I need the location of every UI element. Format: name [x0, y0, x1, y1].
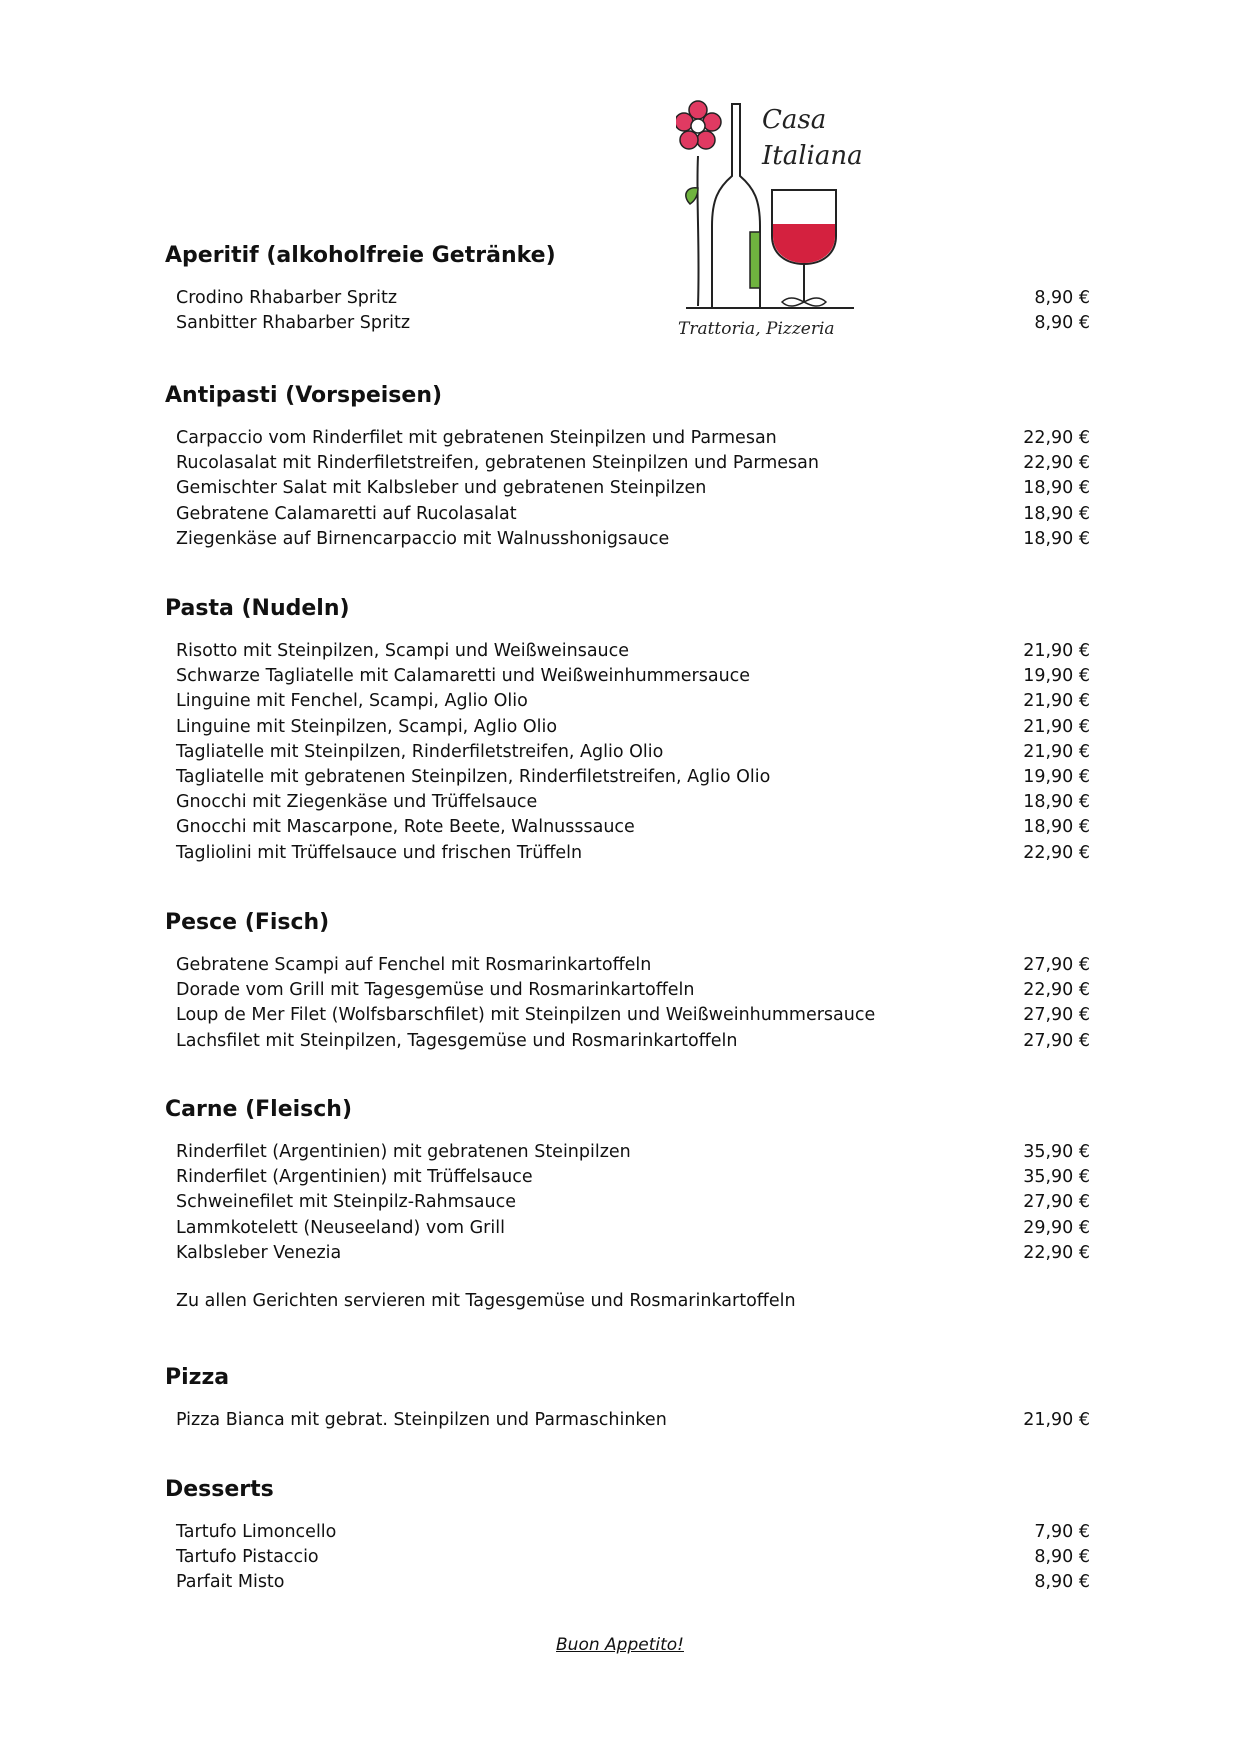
- item-price: 27,90 €: [1023, 1030, 1090, 1051]
- menu-item: [176, 1029, 1090, 1054]
- item-price: 22,90 €: [1023, 980, 1090, 1001]
- item-name: Carpaccio vom Rinderfilet mit gebratenen Steinpilzen und Parmesan: [176, 428, 777, 448]
- item-name: Tagliatelle mit gebratenen Steinpilzen, Rinderfiletstreifen, Aglio Olio: [176, 766, 771, 787]
- item-price: 21,90 €: [1023, 1410, 1090, 1430]
- menu-item: [176, 715, 1090, 740]
- item-name: Gebratene Scampi auf Fenchel mit Rosmarinkartoffeln: [176, 955, 652, 975]
- item-price: 21,90 €: [1023, 741, 1090, 762]
- menu-item: [176, 978, 1090, 1003]
- item-price: 22,90 €: [1023, 428, 1090, 448]
- section-title: Carne (Fleisch): [165, 1097, 353, 1122]
- flower-icon: [676, 101, 721, 149]
- item-price: 21,90 €: [1023, 641, 1090, 661]
- item-name: Rucolasalat mit Rinderfiletstreifen, gebratenen Steinpilzen und Parmesan: [176, 453, 819, 474]
- item-list: [176, 1408, 1090, 1433]
- section-title: Desserts: [165, 1477, 274, 1502]
- menu-item: [176, 841, 1090, 866]
- section-note: Zu allen Gerichten servieren mit Tagesgemüse und Rosmarinkartoffeln: [176, 1291, 796, 1311]
- item-name: Gnocchi mit Ziegenkäse und Trüffelsauce: [176, 792, 538, 813]
- logo-tagline: Trattoria, Pizzeria: [678, 319, 835, 339]
- item-name: Parfait Misto: [176, 1572, 285, 1593]
- item-price: 21,90 €: [1023, 716, 1090, 737]
- menu-item: [176, 1545, 1090, 1570]
- item-price: 8,90 €: [1034, 1547, 1090, 1568]
- item-price: 18,90 €: [1023, 528, 1090, 549]
- item-name: Loup de Mer Filet (Wolfsbarschfilet) mit Steinpilzen und Weißweinhummersauce: [176, 1005, 876, 1026]
- section-title: Pesce (Fisch): [165, 910, 330, 935]
- item-name: Gebratene Calamaretti auf Rucolasalat: [176, 503, 517, 524]
- footer-greeting: Buon Appetito!: [556, 1635, 684, 1655]
- menu-item: [176, 953, 1090, 978]
- item-price: 18,90 €: [1023, 817, 1090, 838]
- menu-item: [176, 1570, 1090, 1595]
- item-name: Tartufo Pistaccio: [176, 1547, 319, 1568]
- item-price: 19,90 €: [1023, 666, 1090, 687]
- item-name: Gnocchi mit Mascarpone, Rote Beete, Walnusssauce: [176, 817, 635, 838]
- item-name: Rinderfilet (Argentinien) mit Trüffelsauce: [176, 1167, 533, 1188]
- section-title: Aperitif (alkoholfreie Getränke): [165, 243, 556, 268]
- menu-item: [176, 311, 1090, 336]
- item-price: 8,90 €: [1034, 1572, 1090, 1593]
- item-price: 18,90 €: [1023, 478, 1090, 499]
- item-price: 8,90 €: [1034, 313, 1090, 334]
- item-list: [176, 426, 1090, 552]
- menu-section-desserts: [165, 1475, 1090, 1593]
- item-price: 27,90 €: [1023, 1005, 1090, 1026]
- menu-item: [176, 664, 1090, 689]
- menu-item: [176, 426, 1090, 451]
- item-name: Kalbsleber Venezia: [176, 1242, 342, 1263]
- item-price: 35,90 €: [1023, 1167, 1090, 1188]
- menu-item: [176, 502, 1090, 527]
- item-name: Rinderfilet (Argentinien) mit gebratenen Steinpilzen: [176, 1142, 631, 1162]
- menu-item: [176, 765, 1090, 790]
- item-price: 22,90 €: [1023, 1242, 1090, 1263]
- menu-item: [176, 1241, 1090, 1266]
- menu-item: [176, 1165, 1090, 1190]
- item-price: 27,90 €: [1023, 955, 1090, 975]
- item-price: 22,90 €: [1023, 842, 1090, 863]
- section-title: Antipasti (Vorspeisen): [165, 383, 443, 408]
- item-list: [176, 1520, 1090, 1596]
- item-name: Gemischter Salat mit Kalbsleber und gebratenen Steinpilzen: [176, 478, 707, 499]
- item-name: Tagliatelle mit Steinpilzen, Rinderfiletstreifen, Aglio Olio: [176, 741, 664, 762]
- item-price: 35,90 €: [1023, 1142, 1090, 1162]
- menu-item: [176, 1140, 1090, 1165]
- menu-item: [176, 1216, 1090, 1241]
- item-name: Dorade vom Grill mit Tagesgemüse und Rosmarinkartoffeln: [176, 980, 695, 1001]
- logo-name-line1: Casa: [762, 105, 827, 135]
- section-title: Pizza: [165, 1365, 230, 1390]
- item-name: Risotto mit Steinpilzen, Scampi und Weißweinsauce: [176, 641, 630, 661]
- item-price: 8,90 €: [1034, 288, 1090, 308]
- menu-section-carne: [165, 1095, 1090, 1311]
- item-name: Tagliolini mit Trüffelsauce und frischen Trüffeln: [176, 842, 583, 863]
- item-name: Crodino Rhabarber Spritz: [176, 288, 398, 308]
- item-name: Linguine mit Fenchel, Scampi, Aglio Olio: [176, 691, 528, 712]
- item-price: 21,90 €: [1023, 691, 1090, 712]
- item-name: Sanbitter Rhabarber Spritz: [176, 313, 411, 334]
- item-name: Schwarze Tagliatelle mit Calamaretti und Weißweinhummersauce: [176, 666, 751, 687]
- menu-item: [176, 1408, 1090, 1433]
- item-name: Pizza Bianca mit gebrat. Steinpilzen und Parmaschinken: [176, 1410, 667, 1430]
- item-name: Ziegenkäse auf Birnencarpaccio mit Walnusshonigsauce: [176, 528, 670, 549]
- menu-item: [176, 1190, 1090, 1215]
- item-price: 7,90 €: [1034, 1522, 1090, 1542]
- menu-item: [176, 527, 1090, 552]
- item-list: [176, 286, 1090, 336]
- menu-item: [176, 1520, 1090, 1545]
- item-price: 27,90 €: [1023, 1192, 1090, 1213]
- item-price: 19,90 €: [1023, 766, 1090, 787]
- item-name: Linguine mit Steinpilzen, Scampi, Aglio Olio: [176, 716, 558, 737]
- logo-name-line2: Italiana: [762, 141, 863, 171]
- item-list: [176, 1140, 1090, 1266]
- menu-item: [176, 689, 1090, 714]
- menu-item: [176, 286, 1090, 311]
- menu-item: [176, 740, 1090, 765]
- section-title: Pasta (Nudeln): [165, 596, 350, 621]
- item-name: Lachsfilet mit Steinpilzen, Tagesgemüse und Rosmarinkartoffeln: [176, 1030, 738, 1051]
- menu-section-pesce: [165, 908, 1090, 1051]
- item-list: [176, 953, 1090, 1054]
- item-price: 29,90 €: [1023, 1217, 1090, 1238]
- menu-item: [176, 790, 1090, 815]
- item-price: 18,90 €: [1023, 792, 1090, 813]
- menu-item: [176, 815, 1090, 840]
- item-price: 22,90 €: [1023, 453, 1090, 474]
- item-price: 18,90 €: [1023, 503, 1090, 524]
- item-list: [176, 639, 1090, 866]
- menu-item: [176, 476, 1090, 501]
- menu-item: [176, 451, 1090, 476]
- bottle-icon: [712, 104, 760, 308]
- menu-section-pizza: [165, 1363, 1090, 1430]
- item-name: Schweinefilet mit Steinpilz-Rahmsauce: [176, 1192, 517, 1213]
- menu-item: [176, 639, 1090, 664]
- menu-section-antipasti: [165, 381, 1090, 549]
- menu-section-pasta: [165, 594, 1090, 863]
- menu-item: [176, 1003, 1090, 1028]
- item-name: Tartufo Limoncello: [176, 1522, 337, 1542]
- item-name: Lammkotelett (Neuseeland) vom Grill: [176, 1217, 505, 1238]
